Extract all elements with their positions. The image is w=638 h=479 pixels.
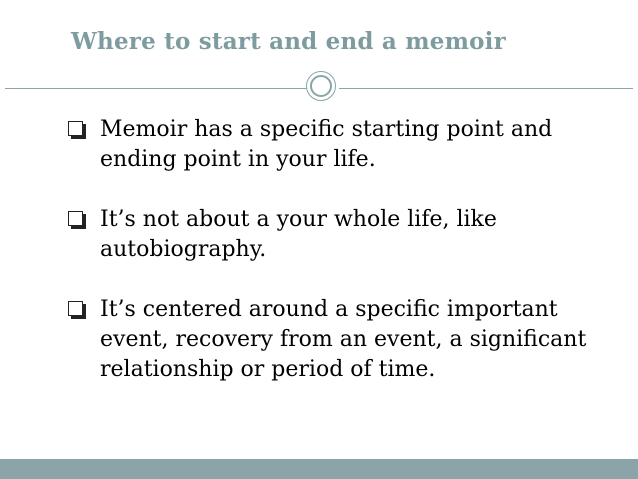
bullet-item: [68, 205, 588, 265]
bullet-list: [68, 115, 588, 415]
checkbox-square-icon: [68, 211, 83, 226]
bullet-item: [68, 295, 588, 385]
bullet-item: [68, 115, 588, 175]
slide-title: Where to start and end a memoir: [71, 28, 506, 55]
title-divider-left: [5, 88, 307, 89]
title-divider-right: [339, 88, 633, 89]
bullet-text: It’s not about a your whole life, like autobiography.: [100, 207, 497, 262]
bullet-text: It’s centered around a specific important event, recovery from an event, a significant relationship or period of time.: [100, 297, 587, 382]
footer-bar: [0, 459, 638, 479]
bullet-text: Memoir has a specific starting point and ending point in your life.: [100, 117, 553, 172]
checkbox-square-icon: [68, 301, 83, 316]
checkbox-square-icon: [68, 121, 83, 136]
inner-circle-ornament-icon: [310, 75, 332, 97]
